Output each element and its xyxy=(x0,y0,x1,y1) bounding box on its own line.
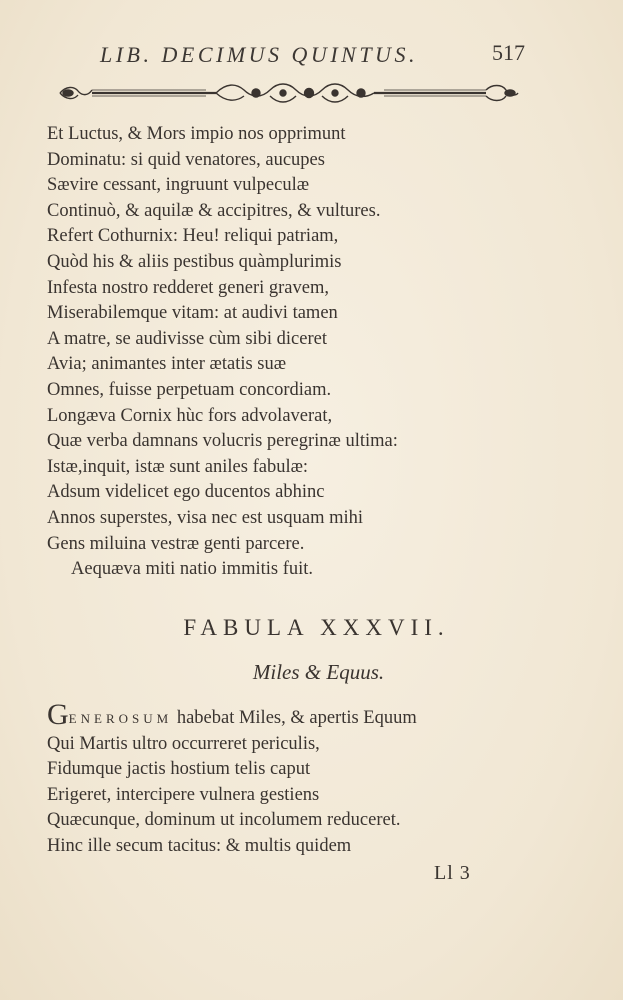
fable-title: FABULA XXXVII. xyxy=(183,615,450,640)
verse-line: Hinc ille secum tacitus: & multis quidem xyxy=(47,835,352,856)
verse-line: A matre, se audivisse cùm sibi diceret xyxy=(47,328,327,349)
page-number: 517 xyxy=(492,40,525,65)
verse-line: Et Luctus, & Mors impio nos opprimunt xyxy=(47,124,346,144)
drop-cap: G xyxy=(47,698,69,731)
verse-line: Dominatu: si quid venatores, aucupes xyxy=(47,149,325,170)
verse-block-top xyxy=(47,122,398,583)
small-caps-word: ENEROSUM xyxy=(68,711,173,726)
verse-line: Quæcunque, dominum ut incolumem reduceret. xyxy=(47,810,401,831)
verse-line: Omnes, fuisse perpetuam concordiam. xyxy=(47,379,332,400)
decorative-rule-ornament xyxy=(56,78,522,108)
verse-line: Miserabilemque vitam: at audivi tamen xyxy=(47,303,338,324)
verse-line: Adsum videlicet ego ducentos abhinc xyxy=(47,482,325,503)
verse-line: Longæva Cornix hùc fors advolaverat, xyxy=(47,405,333,426)
verse-line: Quòd his & aliis pestibus quàmplurimis xyxy=(47,251,342,272)
verse-line: Avia; animantes inter ætatis suæ xyxy=(47,354,287,375)
verse-line: Refert Cothurnix: Heu! reliqui patriam, xyxy=(47,226,339,247)
verse-line: Annos superstes, visa nec est usquam mihi xyxy=(47,507,363,528)
verse-line-indented: Aequæva miti natio immitis fuit. xyxy=(71,559,314,580)
signature-mark: Ll 3 xyxy=(434,862,471,884)
verse-line: Qui Martis ultro occurreret periculis, xyxy=(47,733,320,754)
verse-line: Fidumque jactis hostium telis caput xyxy=(47,759,311,780)
verse-line: Sævire cessant, ingruunt vulpeculæ xyxy=(47,175,310,196)
verse-line-rest: habebat Miles, & apertis Equum xyxy=(172,708,417,728)
verse-line: Gens miluina vestræ genti parcere. xyxy=(47,533,305,554)
verse-block-fable xyxy=(47,698,417,860)
fable-subtitle: Miles & Equus. xyxy=(252,660,385,684)
verse-line: Continuò, & aquilæ & accipitres, & vultures. xyxy=(47,200,381,221)
verse-line-opening xyxy=(47,698,417,732)
running-title: LIB. DECIMUS QUINTUS. xyxy=(100,42,418,67)
verse-line: Erigeret, intercipere vulnera gestiens xyxy=(47,784,320,805)
verse-line: Infesta nostro redderet generi gravem, xyxy=(47,277,329,298)
verse-line: Quæ verba damnans volucris peregrinæ ultima: xyxy=(47,431,398,452)
verse-line: Istæ,inquit, istæ sunt aniles fabulæ: xyxy=(47,456,309,477)
